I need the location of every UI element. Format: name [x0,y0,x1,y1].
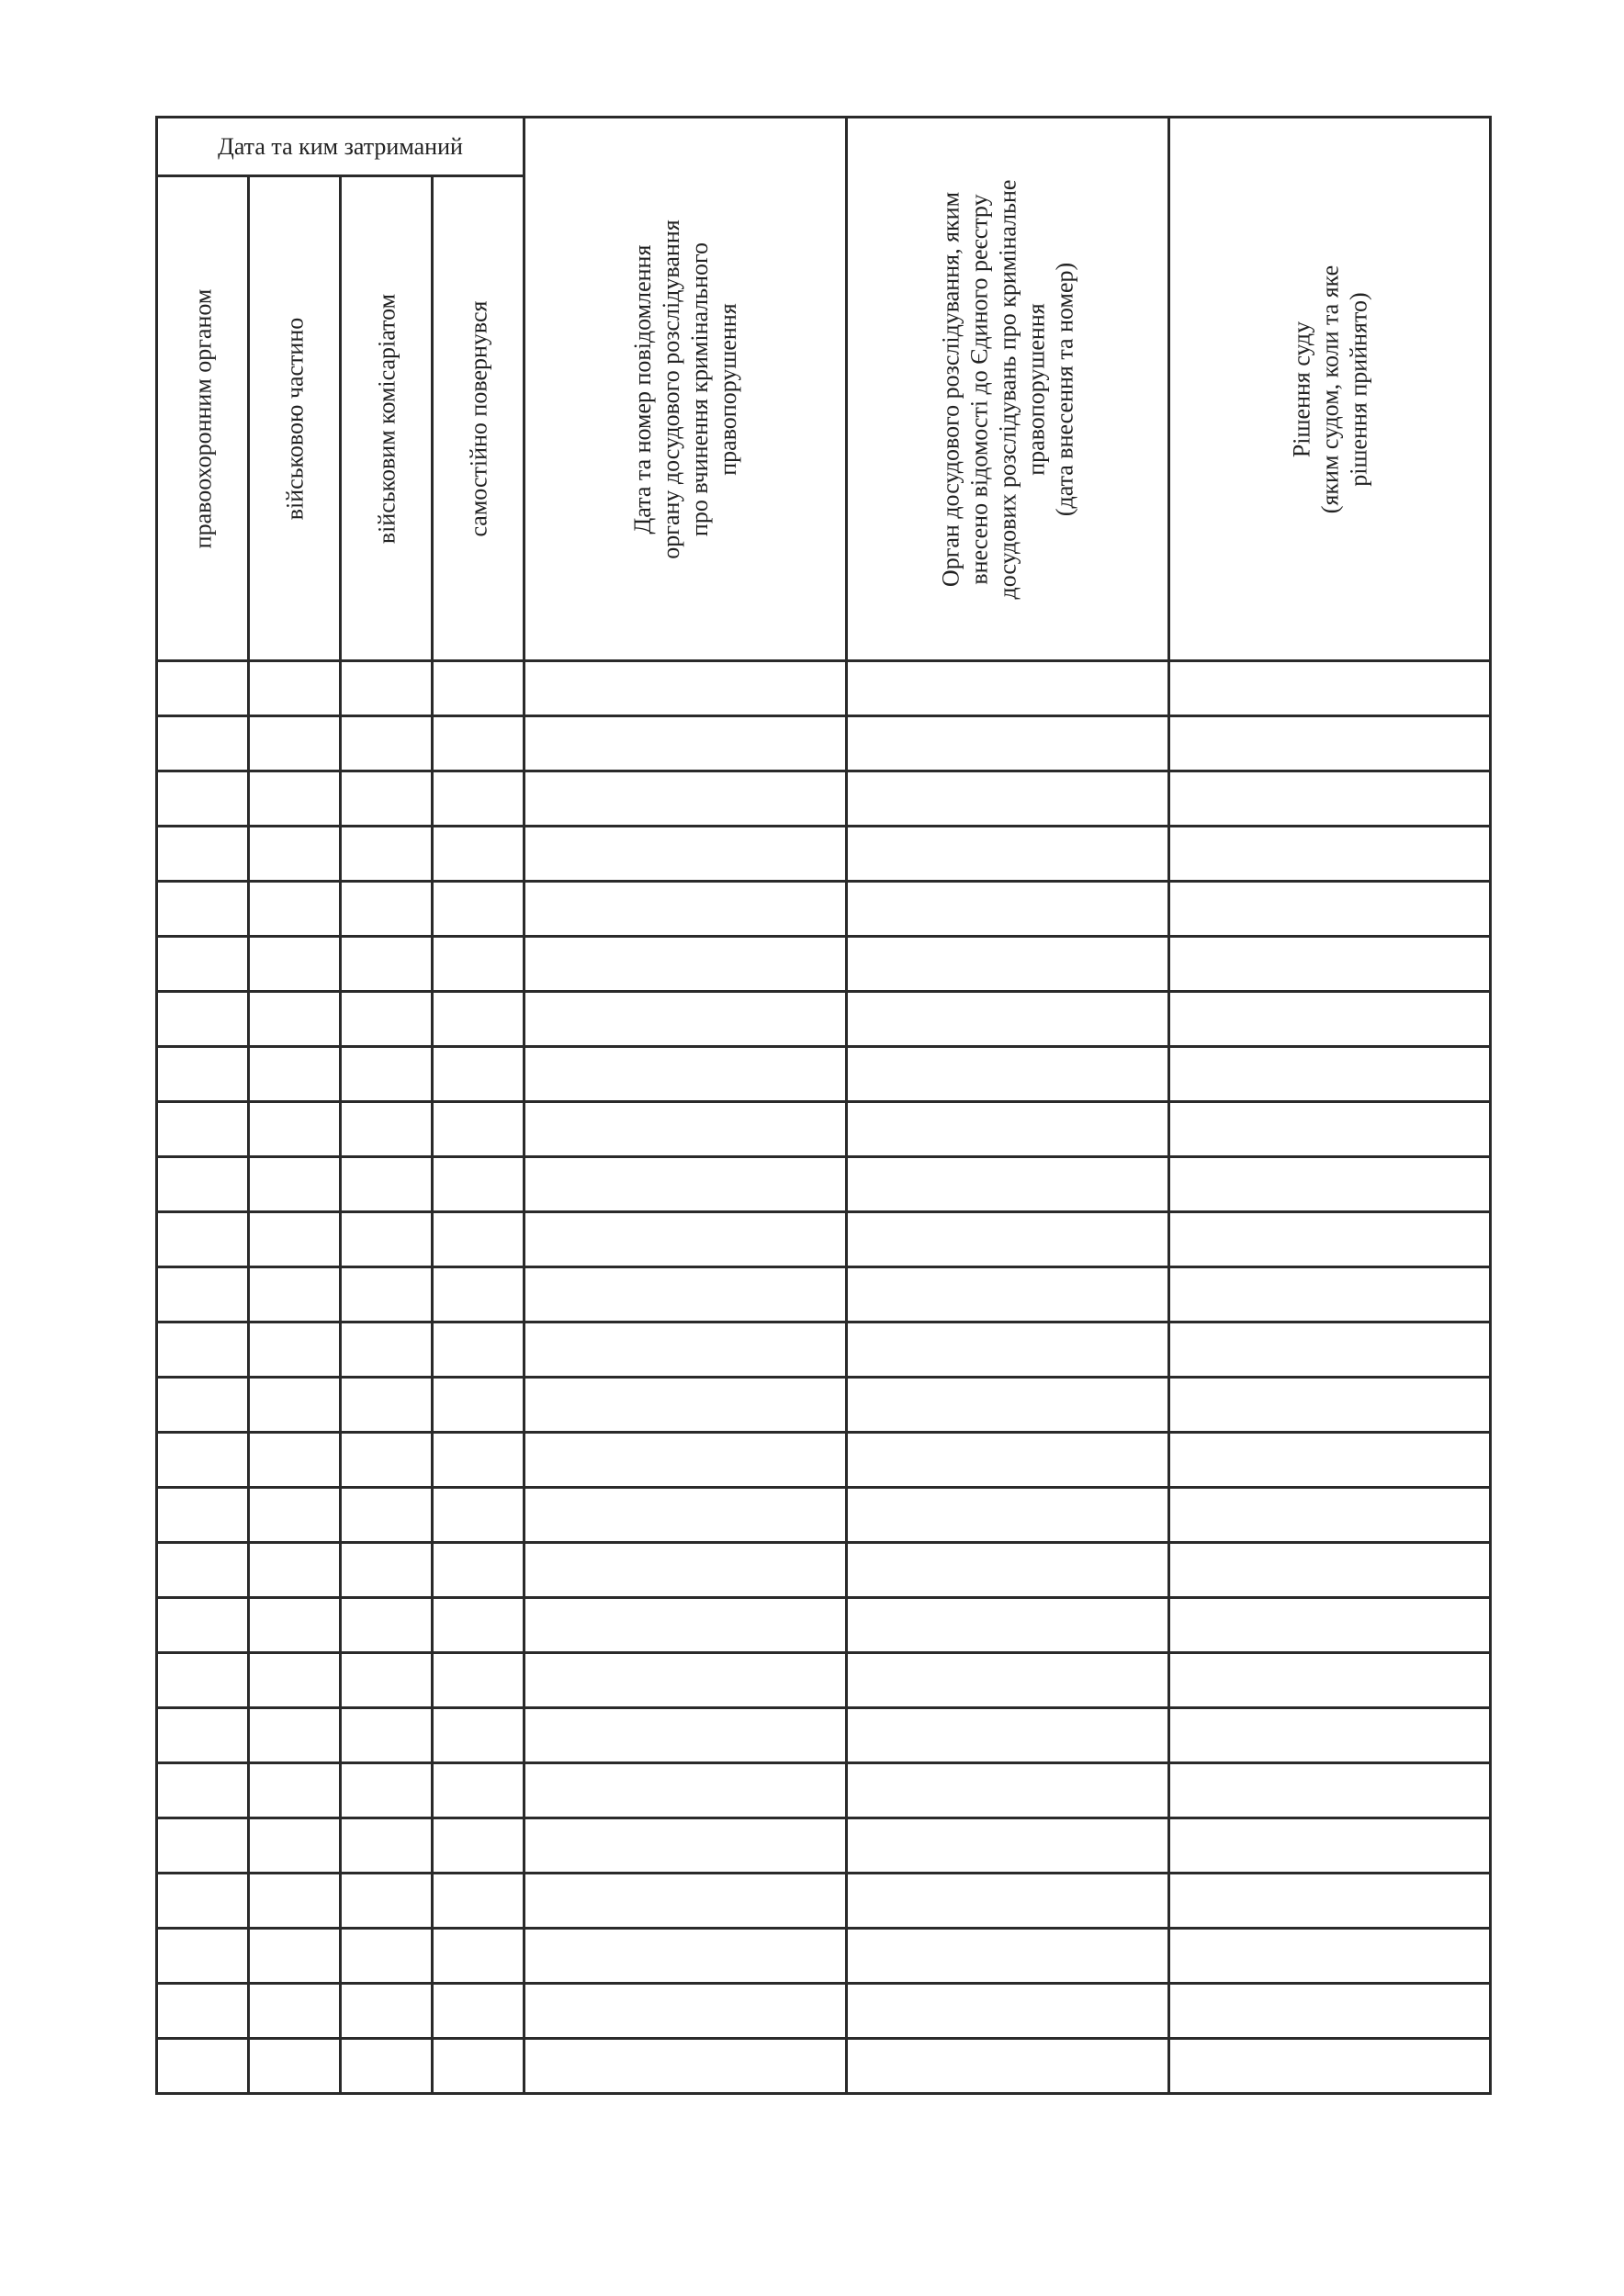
table-cell[interactable] [847,1984,1169,2039]
table-cell[interactable] [524,882,847,937]
table-cell[interactable] [433,1653,524,1708]
table-cell[interactable] [341,1212,433,1267]
table-cell[interactable] [1169,771,1491,827]
table-cell[interactable] [524,2039,847,2094]
table-cell[interactable] [341,1102,433,1157]
table-cell[interactable] [847,1378,1169,1433]
table-cell[interactable] [249,882,341,937]
header-investigation-body [847,118,1169,661]
table-row [157,1488,1491,1543]
table-cell[interactable] [249,1818,341,1874]
table-cell[interactable] [433,1763,524,1818]
table-cell[interactable] [249,1212,341,1267]
table-row [157,827,1491,882]
table-cell[interactable] [157,1433,249,1488]
table-cell[interactable] [157,1653,249,1708]
header-law-enforcement [157,176,249,661]
table-cell[interactable] [847,882,1169,937]
table-cell[interactable] [524,1543,847,1598]
table-cell[interactable] [249,1929,341,1984]
table-body [157,661,1491,2094]
table-cell[interactable] [1169,1708,1491,1763]
table-cell[interactable] [433,771,524,827]
table-cell[interactable] [1169,882,1491,937]
table-cell[interactable] [1169,1157,1491,1212]
header-investigation-body-text: Орган досудового розслідування, яким внесено відомості до Єдиного реєстру досудових розслідувань про кримінальне правопорушення (дата внесення та номер) [937,179,1078,599]
table-row [157,1047,1491,1102]
table-cell[interactable] [1169,1488,1491,1543]
table-cell[interactable] [157,1488,249,1543]
table-cell[interactable] [249,1763,341,1818]
table-cell[interactable] [847,1929,1169,1984]
table-cell[interactable] [157,1874,249,1929]
table-cell[interactable] [341,1322,433,1378]
header-military-commissariat-text: військовим комісаріатом [373,293,400,544]
table-cell[interactable] [1169,1598,1491,1653]
table-row [157,1818,1491,1874]
table-cell[interactable] [1169,937,1491,992]
header-court-decision [1169,118,1491,661]
table-cell[interactable] [524,716,847,771]
table-cell[interactable] [433,1267,524,1322]
table-row [157,1267,1491,1322]
table-cell[interactable] [341,1157,433,1212]
table-row [157,1874,1491,1929]
table-cell[interactable] [433,992,524,1047]
table-cell[interactable] [847,937,1169,992]
table-cell[interactable] [847,1212,1169,1267]
table-row [157,1763,1491,1818]
table-cell[interactable] [157,992,249,1047]
table-cell[interactable] [249,1653,341,1708]
table-cell[interactable] [157,1818,249,1874]
table-cell[interactable] [847,1102,1169,1157]
table-cell[interactable] [524,1929,847,1984]
table-cell[interactable] [157,882,249,937]
table-cell[interactable] [433,1047,524,1102]
table-cell[interactable] [341,1818,433,1874]
table-cell[interactable] [157,771,249,827]
table-cell[interactable] [1169,1984,1491,2039]
table-row [157,771,1491,827]
table-cell[interactable] [157,716,249,771]
table-cell[interactable] [847,1433,1169,1488]
table-cell[interactable] [847,1267,1169,1322]
table-cell[interactable] [341,992,433,1047]
table-cell[interactable] [249,1102,341,1157]
table-cell[interactable] [341,1488,433,1543]
table-cell[interactable] [1169,1763,1491,1818]
table-cell[interactable] [524,661,847,716]
header-military-unit-text: військовою частино [281,317,308,520]
header-law-enforcement-text: правоохоронним органом [189,288,216,548]
table-row [157,1653,1491,1708]
table-cell[interactable] [524,1708,847,1763]
table-row [157,992,1491,1047]
table-cell[interactable] [433,1598,524,1653]
table-cell[interactable] [524,1598,847,1653]
table-cell[interactable] [341,1378,433,1433]
table-cell[interactable] [157,1598,249,1653]
table-cell[interactable] [1169,1047,1491,1102]
table-cell[interactable] [249,1598,341,1653]
table-cell[interactable] [249,937,341,992]
table-cell[interactable] [847,827,1169,882]
header-notification-date-number [524,118,847,661]
table-cell[interactable] [524,827,847,882]
table-cell[interactable] [249,827,341,882]
table-cell[interactable] [847,771,1169,827]
table-cell[interactable] [157,1267,249,1322]
table-cell[interactable] [249,1157,341,1212]
table-cell[interactable] [847,1818,1169,1874]
table-cell[interactable] [524,771,847,827]
table-cell[interactable] [249,771,341,827]
table-cell[interactable] [1169,992,1491,1047]
table-cell[interactable] [157,827,249,882]
table-cell[interactable] [249,2039,341,2094]
table-cell[interactable] [341,1267,433,1322]
table-cell[interactable] [341,1763,433,1818]
table-cell[interactable] [1169,1267,1491,1322]
table-cell[interactable] [433,937,524,992]
table-cell[interactable] [433,661,524,716]
table-cell[interactable] [157,1378,249,1433]
table-cell[interactable] [249,1543,341,1598]
table-cell[interactable] [249,1874,341,1929]
table-cell[interactable] [433,882,524,937]
table-cell[interactable] [847,1543,1169,1598]
table-cell[interactable] [157,1708,249,1763]
table-cell[interactable] [433,1543,524,1598]
table-cell[interactable] [341,1598,433,1653]
table-cell[interactable] [157,1543,249,1598]
table-cell[interactable] [433,1102,524,1157]
table-cell[interactable] [524,1212,847,1267]
table-cell[interactable] [341,1653,433,1708]
table-cell[interactable] [847,1488,1169,1543]
table-cell[interactable] [341,1543,433,1598]
table-cell[interactable] [433,1708,524,1763]
table-cell[interactable] [524,1874,847,1929]
table-cell[interactable] [524,937,847,992]
table-cell[interactable] [1169,1653,1491,1708]
table-cell[interactable] [433,1322,524,1378]
table-cell[interactable] [433,1984,524,2039]
table-cell[interactable] [341,1929,433,1984]
table-cell[interactable] [249,1708,341,1763]
table-cell[interactable] [1169,2039,1491,2094]
header-returned-voluntarily-text: самостійно повернувся [465,299,491,537]
table-row [157,1598,1491,1653]
table-cell[interactable] [847,716,1169,771]
table-cell[interactable] [847,1322,1169,1378]
table-cell[interactable] [524,1267,847,1322]
table-cell[interactable] [249,1984,341,2039]
table-cell[interactable] [157,1929,249,1984]
table-cell[interactable] [847,1763,1169,1818]
table-cell[interactable] [341,661,433,716]
table-cell[interactable] [847,1598,1169,1653]
table-cell[interactable] [524,1378,847,1433]
table-row [157,1433,1491,1488]
table-cell[interactable] [249,1378,341,1433]
table-cell[interactable] [847,1047,1169,1102]
table-cell[interactable] [249,992,341,1047]
table-cell[interactable] [341,716,433,771]
table-cell[interactable] [341,1433,433,1488]
table-cell[interactable] [249,1267,341,1322]
table-cell[interactable] [1169,1818,1491,1874]
table-cell[interactable] [249,1433,341,1488]
table-cell[interactable] [1169,1378,1491,1433]
table-cell[interactable] [1169,1929,1491,1984]
table-cell[interactable] [1169,1874,1491,1929]
table-row [157,1929,1491,1984]
table-cell[interactable] [157,2039,249,2094]
table-cell[interactable] [1169,1102,1491,1157]
table-cell[interactable] [341,1708,433,1763]
table-row [157,1984,1491,2039]
table-row [157,661,1491,716]
table-cell[interactable] [341,771,433,827]
table-cell[interactable] [157,1157,249,1212]
table-row [157,1322,1491,1378]
register-table [155,116,1492,2095]
table-cell[interactable] [341,1984,433,2039]
table-cell[interactable] [341,882,433,937]
table-row [157,1378,1491,1433]
table-cell[interactable] [341,1874,433,1929]
table-cell[interactable] [249,661,341,716]
table-cell[interactable] [1169,1322,1491,1378]
header-military-commissariat [341,176,433,661]
header-court-decision-text: Рішення суду (яким судом, коли та яке рішення прийнято) [1288,264,1371,513]
table-cell[interactable] [433,1212,524,1267]
table-cell[interactable] [157,1047,249,1102]
table-cell[interactable] [1169,716,1491,771]
table-cell[interactable] [847,2039,1169,2094]
table-row [157,882,1491,937]
table-row [157,1212,1491,1267]
table-row [157,1157,1491,1212]
table-cell[interactable] [157,661,249,716]
table-cell[interactable] [157,1212,249,1267]
table-cell[interactable] [249,1322,341,1378]
table-cell[interactable] [433,1929,524,1984]
table-cell[interactable] [524,1984,847,2039]
header-notification-date-number-text: Дата та номер повідомлення органу досудового розслідування про вчинення кримінального правопорушення [629,219,741,559]
table-row [157,1102,1491,1157]
table-cell[interactable] [433,1157,524,1212]
table-cell[interactable] [157,937,249,992]
table-cell[interactable] [157,1984,249,2039]
table-cell[interactable] [433,2039,524,2094]
table-cell[interactable] [1169,1433,1491,1488]
table-cell[interactable] [847,1157,1169,1212]
table-cell[interactable] [524,1047,847,1102]
table-cell[interactable] [1169,661,1491,716]
table-cell[interactable] [1169,1543,1491,1598]
table-cell[interactable] [433,716,524,771]
table-cell[interactable] [524,1763,847,1818]
table-cell[interactable] [433,1378,524,1433]
table-cell[interactable] [341,937,433,992]
table-cell[interactable] [433,1433,524,1488]
table-cell[interactable] [524,1488,847,1543]
table-cell[interactable] [249,716,341,771]
table-cell[interactable] [341,1047,433,1102]
table-cell[interactable] [341,827,433,882]
header-returned-voluntarily [433,176,524,661]
table-cell[interactable] [157,1102,249,1157]
table-cell[interactable] [341,2039,433,2094]
table-cell[interactable] [524,1818,847,1874]
table-cell[interactable] [524,1102,847,1157]
table-cell[interactable] [433,827,524,882]
table-cell[interactable] [1169,1212,1491,1267]
table-cell[interactable] [524,1433,847,1488]
table-cell[interactable] [847,1874,1169,1929]
table-row [157,1543,1491,1598]
table-row [157,2039,1491,2094]
table-cell[interactable] [524,1157,847,1212]
table-cell[interactable] [433,1874,524,1929]
table-row [157,1708,1491,1763]
table-cell[interactable] [524,992,847,1047]
table-cell[interactable] [433,1488,524,1543]
table-cell[interactable] [249,1047,341,1102]
table-cell[interactable] [1169,827,1491,882]
table-cell[interactable] [847,1653,1169,1708]
table-row [157,937,1491,992]
detained-group-header: Дата та ким затриманий [157,118,524,176]
table-cell[interactable] [433,1818,524,1874]
table-cell[interactable] [249,1488,341,1543]
table-cell[interactable] [847,1708,1169,1763]
table-cell[interactable] [524,1322,847,1378]
table-cell[interactable] [157,1763,249,1818]
table-cell[interactable] [847,992,1169,1047]
table-cell[interactable] [157,1322,249,1378]
table-cell[interactable] [524,1653,847,1708]
header-military-unit [249,176,341,661]
table-row [157,716,1491,771]
